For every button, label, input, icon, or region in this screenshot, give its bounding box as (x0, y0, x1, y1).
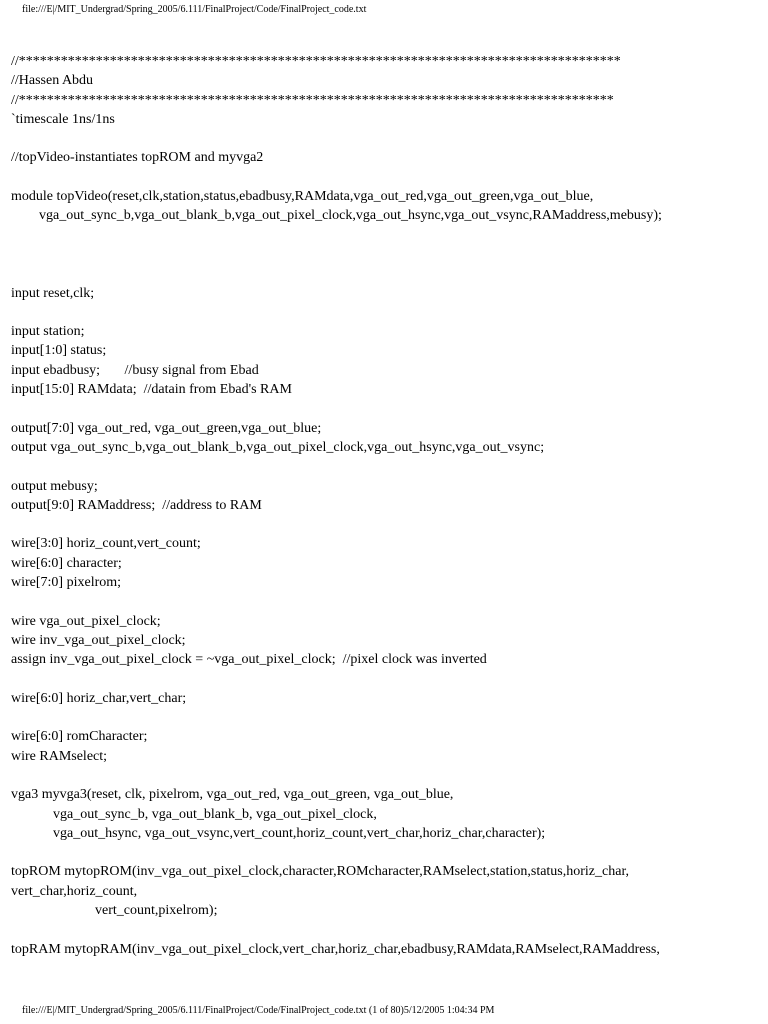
code-line: vga3 myvga3(reset, clk, pixelrom, vga_out_red, vga_out_green, vga_out_blue, (11, 787, 454, 803)
code-line: vga_out_hsync, vga_out_vsync,vert_count,horiz_count,vert_char,horiz_char,character); (11, 825, 546, 841)
code-line: output[7:0] vga_out_red, vga_out_green,vga_out_blue; (11, 420, 322, 436)
code-line: wire[3:0] horiz_count,vert_count; (11, 536, 201, 552)
code-listing (11, 52, 761, 959)
code-line: input station; (11, 324, 85, 340)
blank-line (11, 168, 761, 187)
code-line: wire[6:0] romCharacter; (11, 729, 148, 745)
code-line: vga_out_sync_b,vga_out_blank_b,vga_out_pixel_clock,vga_out_hsync,vga_out_vsync,RAMaddress,mebusy); (11, 208, 662, 224)
code-line: input reset,clk; (11, 285, 95, 301)
code-line: //topVideo-instantiates topROM and myvga2 (11, 150, 264, 166)
blank-line (11, 226, 761, 245)
blank-line (11, 515, 761, 534)
blank-line (11, 264, 761, 283)
code-line: output[9:0] RAMaddress; //address to RAM (11, 497, 262, 513)
code-line: topRAM mytopRAM(inv_vga_out_pixel_clock,vert_char,horiz_char,ebadbusy,RAMdata,RAMselect,RAMaddress, (11, 941, 660, 957)
code-line: //************************************************************************************* (11, 92, 614, 108)
code-line: vert_count,pixelrom); (11, 903, 218, 919)
code-line: wire inv_vga_out_pixel_clock; (11, 632, 186, 648)
blank-line (11, 303, 761, 322)
code-line: input ebadbusy; //busy signal from Ebad (11, 362, 259, 378)
code-line: wire RAMselect; (11, 748, 108, 764)
code-line: output mebusy; (11, 478, 98, 494)
blank-line (11, 245, 761, 264)
code-line: assign inv_vga_out_pixel_clock = ~vga_out_pixel_clock; //pixel clock was inverted (11, 652, 487, 668)
blank-line (11, 843, 761, 862)
header-file-path: file:///E|/MIT_Undergrad/Spring_2005/6.111/FinalProject/Code/FinalProject_code.txt (22, 4, 367, 15)
blank-line (11, 129, 761, 148)
code-line: `timescale 1ns/1ns (11, 111, 115, 127)
code-line: //************************************************************************************** (11, 54, 621, 69)
code-line: wire vga_out_pixel_clock; (11, 613, 161, 629)
footer-file-info: file:///E|/MIT_Undergrad/Spring_2005/6.111/FinalProject/Code/FinalProject_code.txt (1 of 80)5/12/2005 1:04:34 PM (22, 1005, 495, 1016)
blank-line (11, 708, 761, 727)
code-line: vga_out_sync_b, vga_out_blank_b, vga_out_pixel_clock, (11, 806, 377, 822)
code-line: topROM mytopROM(inv_vga_out_pixel_clock,character,ROMcharacter,RAMselect,station,status,horiz_char, (11, 864, 630, 880)
code-line: wire[7:0] pixelrom; (11, 575, 122, 591)
blank-line (11, 592, 761, 611)
code-line: //Hassen Abdu (11, 73, 94, 89)
blank-line (11, 670, 761, 689)
code-line: input[1:0] status; (11, 343, 107, 359)
code-line: output vga_out_sync_b,vga_out_blank_b,vga_out_pixel_clock,vga_out_hsync,vga_out_vsync; (11, 439, 545, 455)
blank-line (11, 457, 761, 476)
code-line: module topVideo(reset,clk,station,status,ebadbusy,RAMdata,vga_out_red,vga_out_green,vga_out_blue, (11, 189, 594, 205)
code-line: vert_char,horiz_count, (11, 883, 138, 899)
blank-line (11, 920, 761, 939)
code-line: wire[6:0] horiz_char,vert_char; (11, 690, 187, 706)
blank-line (11, 399, 761, 418)
code-line: input[15:0] RAMdata; //datain from Ebad's RAM (11, 382, 292, 398)
blank-line (11, 766, 761, 785)
code-line: wire[6:0] character; (11, 555, 122, 571)
